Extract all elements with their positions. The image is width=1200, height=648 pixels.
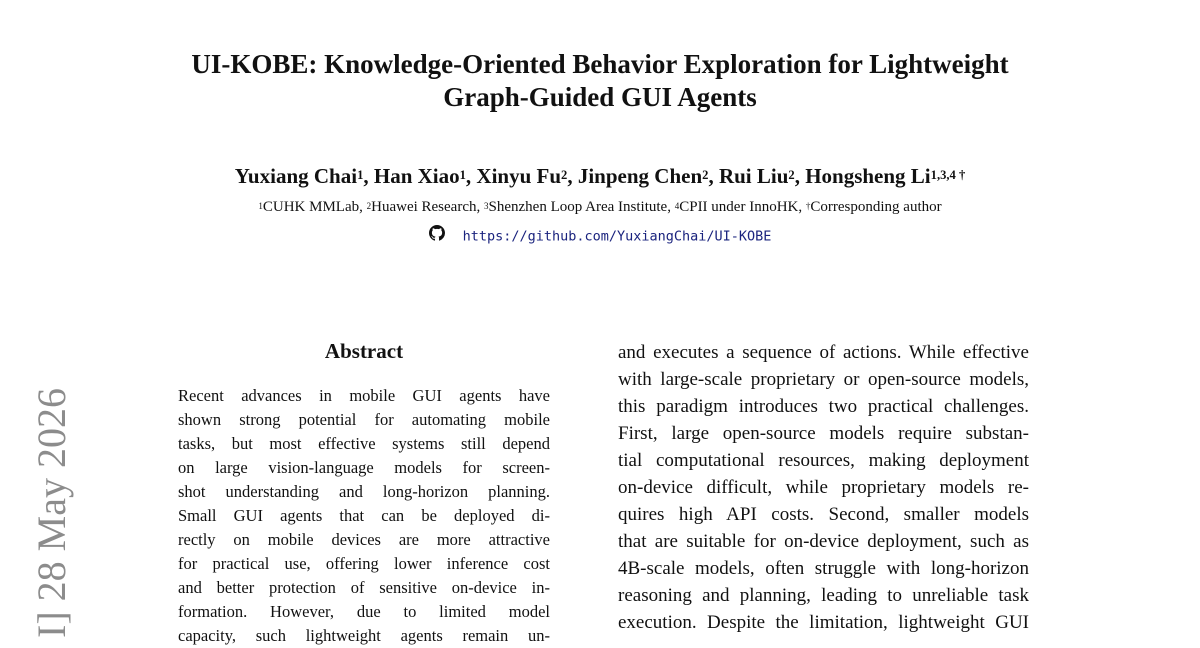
body-text-line: and executes a sequence of actions. While effective: [618, 342, 1029, 363]
affiliation-name: Huawei Research: [371, 199, 477, 215]
abstract-line: for practical use, offering lower inference cost: [178, 554, 550, 573]
affiliation-mark: 2: [366, 201, 372, 212]
abstract-body: [178, 384, 550, 648]
affiliation-mark: 4: [674, 201, 680, 212]
right-column-text: [618, 339, 1029, 636]
affiliation-mark: 3: [484, 201, 489, 212]
abstract-line: on large vision-language models for screen-: [178, 458, 550, 477]
arxiv-stamp: [26, 388, 76, 648]
abstract-line: formation. However, due to limited model: [178, 602, 550, 621]
body-text-line: reasoning and planning, leading to unreliable task: [618, 585, 1029, 606]
abstract-line: tasks, but most effective systems still depend: [178, 434, 550, 453]
paper-title: [0, 48, 1200, 114]
affiliation-mark: †: [805, 201, 811, 212]
body-text-line: this paradigm introduces two practical challenges.: [618, 396, 1029, 417]
repo-url-link[interactable]: https://github.com/YuxiangChai/UI-KOBE: [462, 228, 772, 245]
abstract-line: shot understanding and long-horizon planning.: [178, 482, 550, 501]
affiliation-name: Corresponding author: [810, 199, 942, 215]
author-name: Yuxiang Chai: [234, 164, 358, 188]
body-text-line: with large-scale proprietary or open-source models,: [618, 369, 1029, 390]
author-name: Rui Liu: [718, 164, 789, 188]
body-text-line: tial computational resources, making deployment: [618, 450, 1029, 471]
abstract-line: Recent advances in mobile GUI agents have: [178, 386, 550, 405]
author-name: Xinyu Fu: [476, 164, 562, 188]
abstract-line: rectly on mobile devices are more attractive: [178, 530, 550, 549]
author-affiliation-mark: 1: [459, 167, 466, 182]
author-affiliation-mark: 2: [788, 167, 795, 182]
author-affiliation-mark: 1: [357, 167, 364, 182]
body-text-line: that are suitable for on-device deployment, such as: [618, 531, 1029, 552]
body-text-line: on-device difficult, while proprietary models re-: [618, 477, 1029, 498]
author-name: Jinpeng Chen: [577, 164, 703, 188]
repo-link-row: [0, 225, 1200, 248]
arxiv-stamp-text: I] 28 May 2026: [29, 388, 74, 638]
abstract-line: and better protection of sensitive on-device in-: [178, 578, 550, 597]
author-affiliation-mark: 2: [702, 167, 709, 182]
author-affiliation-mark: 2: [561, 167, 568, 182]
affiliation-name: Shenzhen Loop Area Institute: [488, 199, 668, 215]
affiliation-mark: 1: [258, 201, 263, 212]
body-text-line: First, large open-source models require substan-: [618, 423, 1029, 444]
author-list: Yuxiang Chai$^1$, Han Xiao$^1$, Xinyu Fu$^2$, Jinpeng Chen$^2$, Rui Liu$^2$, Hongsheng $Li^{1,3,4 \dagger}$: [234, 164, 966, 188]
title-line-2: Graph-Guided GUI Agents: [443, 82, 757, 112]
body-text-line: execution. Despite the limitation, lightweight GUI: [618, 612, 1029, 633]
github-icon: [429, 225, 445, 248]
abstract-line: Small GUI agents that can be deployed di-: [178, 506, 550, 525]
abstract-line: capacity, such lightweight agents remain un-: [178, 626, 550, 645]
author-name: Han Xiao: [373, 164, 460, 188]
title-line-1: UI-KOBE: Knowledge-Oriented Behavior Exploration for Lightweight: [191, 49, 1009, 79]
affiliation-list: $^1$CUHK MMLab, $^2$Huawei Research, $^3$Shenzhen Loop Area Institute, $^4$CPII under InnoHK, †Corresponding author: [258, 199, 942, 215]
affiliation-name: CUHK MMLab: [262, 199, 360, 215]
author-affiliation-mark: 1,3,4 †: [930, 167, 966, 182]
body-text-line: 4B-scale models, often struggle with long-horizon: [618, 558, 1029, 579]
abstract-heading: Abstract: [324, 339, 404, 363]
abstract-line: shown strong potential for automating mobile: [178, 410, 550, 429]
body-text-line: quires high API costs. Second, smaller models: [618, 504, 1029, 525]
author-name: Hongsheng Li: [805, 164, 931, 188]
affiliation-name: CPII under InnoHK: [679, 199, 799, 215]
